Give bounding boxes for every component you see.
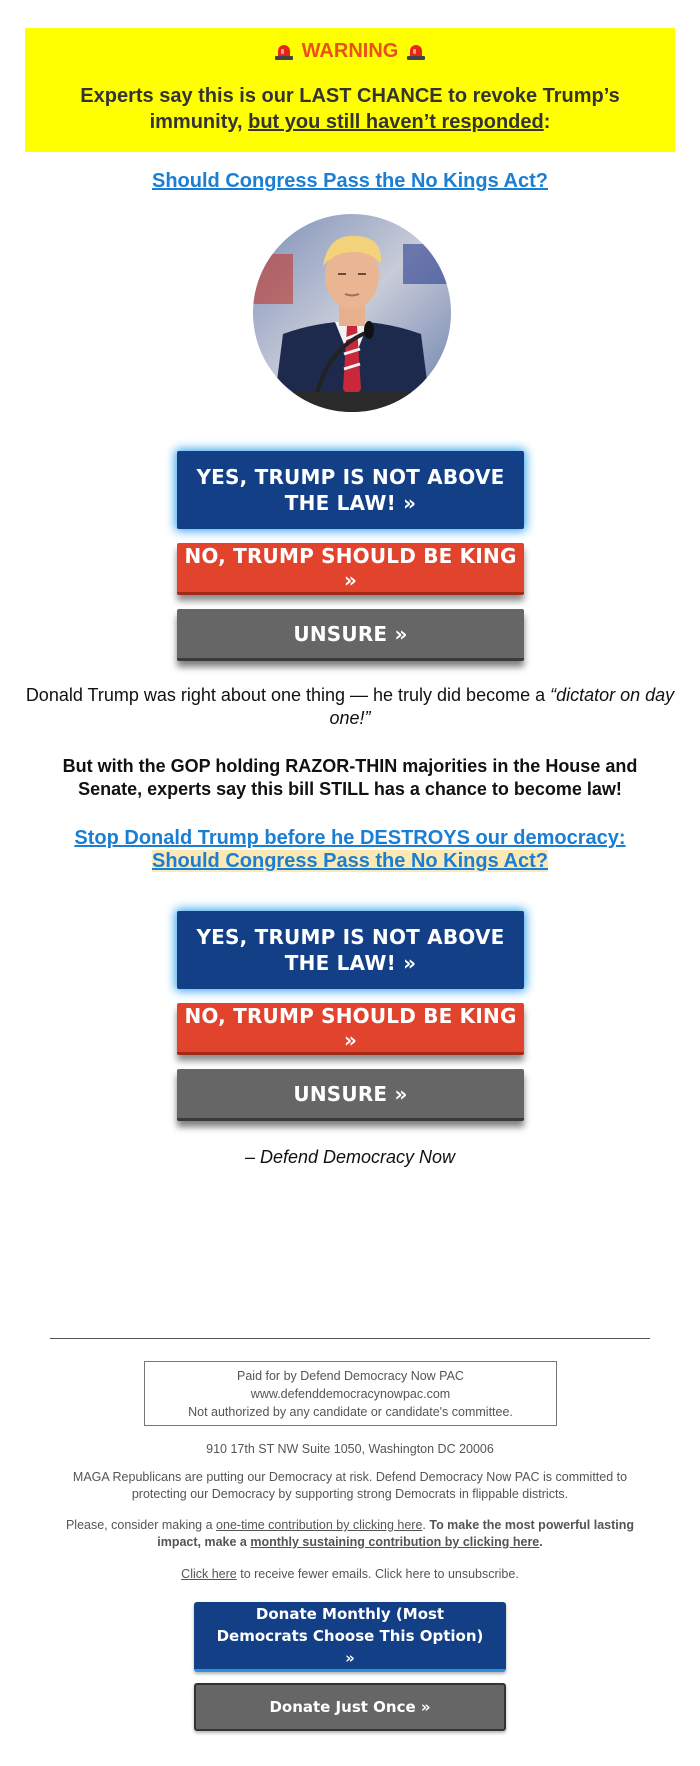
yes-button-1[interactable]: YES, TRUMP IS NOT ABOVE THE LAW! » <box>177 451 524 529</box>
fewer-emails-link[interactable]: Click here <box>181 1567 237 1581</box>
para1-quote: “dictator on day one!” <box>329 685 675 728</box>
footer-unsubscribe <box>50 1566 650 1583</box>
monthly-contribution-link[interactable]: monthly sustaining contribution by clicking here <box>250 1535 540 1549</box>
warning-text-end: : <box>543 111 551 133</box>
portrait-image <box>253 214 451 412</box>
para1-text: Donald Trump was right about one thing — he truly did become a <box>25 685 551 705</box>
contrib-bold-text: To make the most powerful lasting impact, make a <box>157 1518 635 1549</box>
no-button-1[interactable]: NO, TRUMP SHOULD BE KING » <box>177 543 524 595</box>
signature: – Defend Democracy Now <box>244 1147 456 1167</box>
warning-title: WARNING <box>301 40 399 62</box>
footer-address: 910 17th ST NW Suite 1050, Washington DC 20006 <box>206 1442 494 1456</box>
cta-link-line2[interactable]: Should Congress Pass the No Kings Act? <box>152 850 548 872</box>
unsure-button-2[interactable]: UNSURE » <box>177 1069 524 1121</box>
paid-for-disclaimer <box>144 1361 557 1426</box>
yes-button-2[interactable]: YES, TRUMP IS NOT ABOVE THE LAW! » <box>177 911 524 989</box>
body-paragraph-1 <box>25 684 675 730</box>
no-button-2[interactable]: NO, TRUMP SHOULD BE KING » <box>177 1003 524 1055</box>
warning-banner <box>25 28 675 152</box>
body-paragraph-2: But with the GOP holding RAZOR-THIN majorities in the House and Senate, experts say this bill STILL has a chance to become law! <box>62 756 638 799</box>
unsubscribe-text: to receive fewer emails. Click here to unsubscribe. <box>236 1567 519 1581</box>
unsure-button-1[interactable]: UNSURE » <box>177 609 524 661</box>
footer-contribution <box>50 1517 650 1551</box>
footer-divider <box>50 1338 650 1339</box>
contrib-text: . <box>422 1518 430 1532</box>
footer-mission: MAGA Republicans are putting our Democracy at risk. Defend Democracy Now PAC is committed to protecting our Democracy by supporting strong Democrats in flippable districts. <box>72 1470 628 1501</box>
siren-icon <box>406 44 426 60</box>
donate-once-button[interactable]: Donate Just Once » <box>194 1683 506 1731</box>
warning-text-part: Experts say this is our LAST CHANCE to revoke Trump’s immunity, <box>80 85 620 133</box>
siren-icon <box>274 44 294 60</box>
disclaimer-line: Paid for by Defend Democracy Now PAC <box>237 1369 464 1383</box>
contrib-end: . <box>539 1535 543 1549</box>
donate-monthly-button[interactable]: Donate Monthly (Most Democrats Choose This Option) » <box>194 1602 506 1672</box>
one-time-contribution-link[interactable]: one-time contribution by clicking here <box>216 1518 423 1532</box>
warning-underlined-text: but you still haven’t responded <box>248 111 544 133</box>
poll-link-top[interactable]: Should Congress Pass the No Kings Act? <box>152 170 548 192</box>
trump-photo <box>253 214 451 412</box>
cta-link[interactable] <box>0 827 700 873</box>
warning-heading <box>25 40 675 63</box>
disclaimer-url: www.defenddemocracynowpac.com <box>250 1387 451 1401</box>
disclaimer-line: Not authorized by any candidate or candidate's committee. <box>188 1405 513 1419</box>
warning-message <box>25 83 675 135</box>
cta-link-line1[interactable]: Stop Donald Trump before he DESTROYS our democracy: <box>74 827 626 849</box>
contrib-text: Please, consider making a <box>65 1518 217 1532</box>
